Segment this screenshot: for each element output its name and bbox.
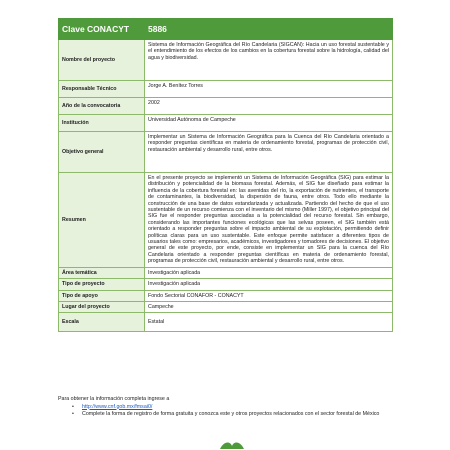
row-institucion: [59, 115, 393, 132]
institucion-label: Institución: [59, 115, 145, 132]
responsable-value: Jorge A. Benítez Torres: [145, 81, 393, 98]
row-anio: [59, 98, 393, 115]
bullet-icon: •: [72, 403, 74, 410]
lugar-value: Campeche: [145, 301, 393, 312]
row-escala: [59, 313, 393, 332]
leaf-logo-icon: [218, 440, 246, 450]
clave-value: 5886: [145, 19, 393, 40]
register-text: Complete la forma de registro de forma gratuita y conozca este y otros proyectos relacionados con el sector forestal de México: [82, 411, 380, 418]
tipo-apoyo-label: Tipo de apoyo: [59, 290, 145, 301]
bullet-icon: •: [72, 411, 74, 418]
institucion-value: Universidad Autónoma de Campeche: [145, 115, 393, 132]
anio-value: 2002: [145, 98, 393, 115]
area-label: Área temática: [59, 267, 145, 278]
objetivo-label: Objetivo general: [59, 132, 145, 173]
nombre-value: Sistema de Información Geográfica del Río Candelaria (SIGCAN): Hacia un uso forestal sustentable y el entendimiento de los efectos de los cambios en la cobertura forestal sobre la hidrología, calidad del agua y biodiversidad.: [145, 40, 393, 81]
project-info-table: [58, 18, 393, 332]
row-resumen: [59, 173, 393, 268]
footer-list: [58, 404, 398, 419]
row-responsable: [59, 81, 393, 98]
footer: [58, 396, 398, 419]
resumen-label: Resumen: [59, 173, 145, 268]
area-value: Investigación aplicada: [145, 267, 393, 278]
row-area: [59, 267, 393, 278]
footer-item-link: [72, 403, 398, 412]
nombre-label: Nombre del proyecto: [59, 40, 145, 81]
header-row: [59, 19, 393, 40]
lugar-label: Lugar del proyecto: [59, 301, 145, 312]
escala-label: Escala: [59, 313, 145, 332]
project-sheet: [58, 18, 392, 332]
resumen-value: En el presente proyecto se implementó un Sistema de Información Geográfica (SIG) para estimar la distribución y potencialidad de la biomasa forestal. Además, el SIG fue diseñado para estimar la influencia de la cobertura forestal en: las avenidas del río, la exportación de nutrientes, el transporte de contaminantes, la biodiversidad, la dispersión de fauna, entre otros. Todo ello mediante la construcción de una base de datos estandarizada y actualizada. Partiendo del hecho de que el uso sustentable de un recurso comienza con el inventario del mismo (Miller 1997), el objetivo principal del SIG fue el responder preguntas asociadas a la potencialidad del recurso forestal. Sin embargo, considerando las importantes funciones ecológicas que las selvas poseen, el SIG también está orientado a responder preguntas sobre el impacto ambiental de su explotación, permitiendo definir políticas claras para un uso sustentable. Este enfoque permite satisfacer a diferentes tipos de usuarios tales como: empresarios, académicos, investigadores y tomadores de decisiones. El objetivo general de este proyecto, por ende, consiste en implementar un SIG para la cuenca del Río Candelaria orientado a responder preguntas científicas en materia de ordenamiento forestal, programas de protección civil, restauración ambiental y desarrollo rural, entre otros.: [145, 173, 393, 268]
row-tipo-apoyo: [59, 290, 393, 301]
tipo-proyecto-value: Investigación aplicada: [145, 279, 393, 290]
row-objetivo: [59, 132, 393, 173]
objetivo-value: Implementar un Sistema de Información Geográfica para la Cuenca del Río Candelaria orientado a responder preguntas científicas en materia de ordenamiento forestal, programas de protección civil, restauración ambiental y desarrollo rural, entre otros.: [145, 132, 393, 173]
footer-item-register: [72, 411, 398, 419]
row-tipo-proyecto: [59, 279, 393, 290]
escala-value: Estatal: [145, 313, 393, 332]
responsable-label: Responsable Técnico: [59, 81, 145, 98]
row-nombre: [59, 40, 393, 81]
tipo-apoyo-value: Fondo Sectorial CONAFOR - CONACYT: [145, 290, 393, 301]
anio-label: Año de la convocatoria: [59, 98, 145, 115]
footer-intro: Para obtener la información completa ingrese a: [58, 396, 170, 402]
clave-label: Clave CONACYT: [59, 19, 145, 40]
tipo-proyecto-label: Tipo de proyecto: [59, 279, 145, 290]
cnf-link[interactable]: http://www.cnf.gob.mx/fmsai0/: [82, 403, 153, 410]
row-lugar: [59, 301, 393, 312]
